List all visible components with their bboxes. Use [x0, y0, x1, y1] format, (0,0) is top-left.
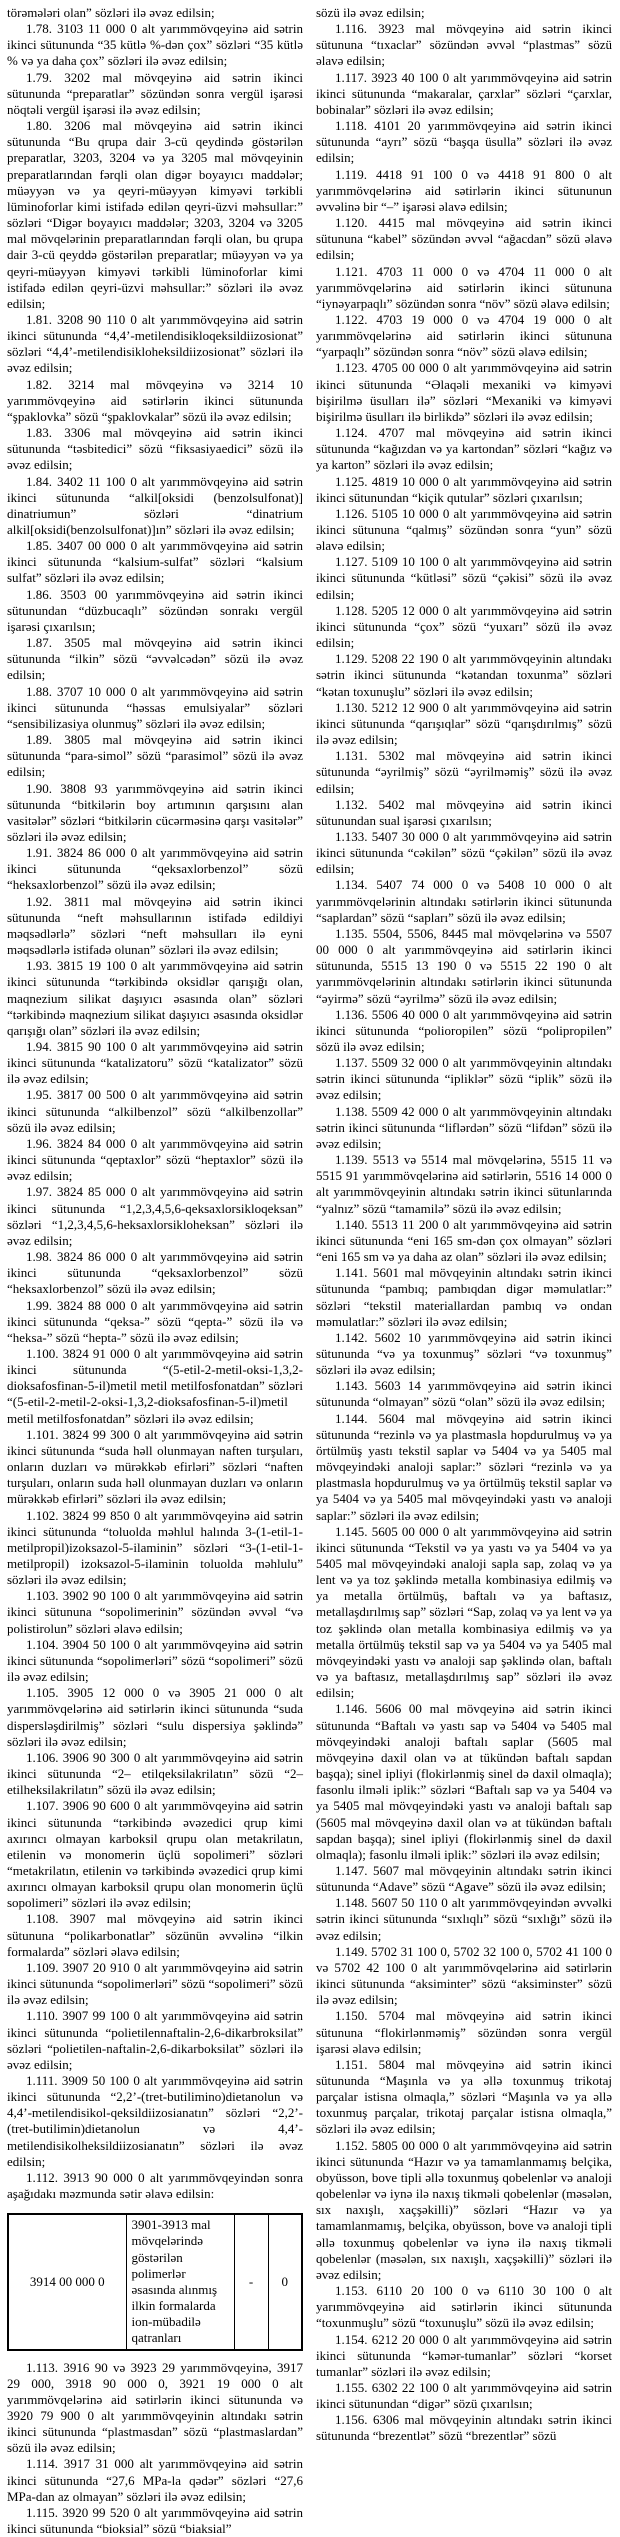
amendment-paragraph: 1.111. 3909 50 100 0 alt yarımmövqeyinə aid sətrin ikinci sütununda “2,2’-(tret-butilimino)dietanolun və 4,4’-metilendisikol-qeksildiizosianatın” sözləri “2,2’-(tret-butilimin)dietanolun və 4,4’-metilendisikolheksildiizosianatın” sözləri ilə əvəz edilsin;: [7, 2073, 303, 2170]
amendment-paragraph: 1.103. 3902 90 100 0 alt yarımmövqeyinə aid sətrin ikinci sütununa “sopolimerinin” sözündən əvvəl “və polistirolun” sözləri əlavə edilsin;: [7, 1588, 303, 1636]
text-column-right: [316, 5, 612, 2537]
amendment-paragraph: 1.110. 3907 99 100 0 alt yarımmövqeyinə aid sətrin ikinci sütununda “polietilennaftalin-2,6-dikarbroksilat” sözləri “polietilen-naftalin-2,6-dikarboksilat” sözləri ilə əvəz edilsin;: [7, 2008, 303, 2073]
amendment-paragraph: 1.89. 3805 mal mövqeyinə aid sətrin ikinci sütununda “para-simol” sözü “parasimol” sözü ilə əvəz edilsin;: [7, 732, 303, 780]
amendment-paragraph: 1.112. 3913 90 000 0 alt yarımmövqeyindən sonra aşağıdakı məzmunda sətir əlavə edilsin:: [7, 2170, 303, 2202]
amendment-paragraph: 1.156. 6306 mal mövqeyinin altındakı sətrin ikinci sütununda “brezentlət” sözü “brezentlər” sözü: [316, 2412, 612, 2444]
amendment-paragraph: 1.121. 4703 11 000 0 və 4704 11 000 0 alt yarımmövqelərinə aid sətirlərin ikinci sütununa “iynəyarpaqlı” sözündən sonra “növ” sözü əlavə edilsin;: [316, 264, 612, 312]
amendment-paragraph: 1.131. 5302 mal mövqeyinə aid sətrin ikinci sütununda “əyrilmiş” sözü “əyrilməmiş” sözü ilə əvəz edilsin;: [316, 748, 612, 796]
amendment-paragraph: 1.90. 3808 93 yarımmövqeyinə aid sətrin ikinci sütununda “bitkilərin boy artımının qarşısını alan vasitələr” sözləri “bitkilərin cücərməsinə qarşı vasitələr” sözləri ilə əvəz edilsin;: [7, 781, 303, 846]
amendment-paragraph: 1.128. 5205 12 000 0 alt yarımmövqeyinə aid sətrin ikinci sütununda “çox” sözü “yuxarı” sözü ilə əvəz edilsin;: [316, 603, 612, 651]
amendment-paragraph: 1.141. 5601 mal mövqeyinin altındakı sətrin ikinci sütununda “pambıq; pambıqdan digər məmulatlar:” sözləri “tekstil materiallardan pambıq və ondan məmulatlar:” sözləri ilə əvəz edilsin;: [316, 1265, 612, 1330]
amendment-paragraph: 1.148. 5607 50 110 0 alt yarımmövqeyindən əvvəlki sətrin ikinci sütununda “sıxlıqlı” sözü “sıxlığı” sözü ilə əvəz edilsin;: [316, 1895, 612, 1943]
amendment-paragraph: 1.126. 5105 10 000 0 alt yarımmövqeyinə aid sətrin ikinci sütununa “qalmış” sözündən sonra “yun” sözü əlavə edilsin;: [316, 506, 612, 554]
amendment-paragraph: 1.79. 3202 mal mövqeyinə aid sətrin ikinci sütununda “preparatlar” sözündən sonra vergül işarəsi nöqtəli vergül işarəsi ilə əvəz edilsin;: [7, 70, 303, 118]
amendment-paragraph: 1.88. 3707 10 000 0 alt yarımmövqeyinə aid sətrin ikinci sütununda “həssas emulsiyalar” sözləri “sensibilizasiya olunmuş” sözləri ilə əvəz edilsin;: [7, 684, 303, 732]
amendment-paragraph: 1.132. 5402 mal mövqeyinə aid sətrin ikinci sütunundan sual işarəsi çıxarılsın;: [316, 797, 612, 829]
amendment-paragraph: 1.107. 3906 90 600 0 alt yarımmövqeyinə aid sətrin ikinci sütununda “tərkibində əvəzedici qrup kimi axırıncı olmayan karboksil qrupu olan metakrilatın, etilenin və monomerin üçlü sopolimeri” sözləri “metakrilatın, etilenin və tərkibində əvəzedici qrup kimi axırıncı olmayan karboksil qrupu olan monomerin üçlü sopolimeri” sözləri ilə əvəz edilsin;: [7, 1798, 303, 1911]
amendment-paragraph: 1.142. 5602 10 yarımmövqeyinə aid sətrin ikinci sütununda “və ya toxunmuş” sözləri “və toxunmuş” sözləri ilə əvəz edilsin;: [316, 1330, 612, 1378]
amendment-paragraph: 1.96. 3824 84 000 0 alt yarımmövqeyinə aid sətrin ikinci sütununda “qeptaxlor” sözü “heptaxlor” sözü ilə əvəz edilsin;: [7, 1136, 303, 1184]
amendment-paragraph: 1.152. 5805 00 000 0 alt yarımmövqeyinə aid sətrin ikinci sütununda “Hazır və ya tamamlanmamış belçika, obyüsson, bove tipli əllə toxunmuş qobelenlər və analoji qobelenlər və iynə ilə naxış tikməli qobelenlər (məsələn, sıx naxışlı, xaçşəkilli)” sözləri “Hazır və ya tamamlanmamış, belçika, obyüsson, bove və analoji tipli əllə toxunmuş qobelenlər və iynə ilə naxış tikməli qobelenlər (məsələn, sıx naxışlı, xaçşəkilli)” sözləri ilə əvəz edilsin;: [316, 2138, 612, 2283]
paragraph-list-left-after-table: [7, 2360, 303, 2537]
amendment-paragraph: 1.123. 4705 00 000 0 alt yarımmövqeyinə aid sətrin ikinci sütununda “Əlaqəli mexaniki və kimyəvi bişirilmə üsulları ilə” sözləri “Mexaniki və kimyəvi bişirilmə üsulları ilə birlikdə” sözləri ilə əvəz edilsin;: [316, 360, 612, 425]
amendment-paragraph: 1.151. 5804 mal mövqeyinə aid sətrin ikinci sütununda “Maşınla və ya əllə toxunmuş trikotaj parçalar istisna olmaqla,” sözləri “Maşınla və ya əllə toxunmuş parçalar, trikotaj parçalar istisna olmaqla,” sözləri ilə əvəz edilsin;: [316, 2057, 612, 2138]
tariff-table-row: [8, 2214, 302, 2349]
amendment-paragraph: 1.100. 3824 91 000 0 alt yarımmövqeyinə aid sətrin ikinci sütununda “(5-etil-2-metil-oksi-1,3,2-dioksafosfinan-5-il)metil metil metilfosfonatdan” sözləri “(5-etil-2-metil-2-oksi-1,3,2-dioksafosfinan-5-il)metil metil metilfosfonatdan” sözləri ilə əvəz edilsin;: [7, 1346, 303, 1427]
amendment-paragraph: 1.124. 4707 mal mövqeyinə aid sətrin ikinci sütununda “kağızdan və ya kartondan” sözləri “kağız və ya karton” sözləri ilə əvəz edilsin;: [316, 425, 612, 473]
amendment-paragraph: 1.118. 4101 20 yarımmövqeyinə aid sətrin ikinci sütununda “ayrı” sözü “başqa üsulla” sözləri ilə əvəz edilsin;: [316, 118, 612, 166]
amendment-paragraph: 1.149. 5702 31 100 0, 5702 32 100 0, 5702 41 100 0 və 5702 42 100 0 alt yarımmövqelərinə aid sətirlərin ikinci sütununda “aksiminter” sözü “aksiminster” sözü ilə əvəz edilsin;: [316, 1944, 612, 2009]
amendment-paragraph: 1.95. 3817 00 500 0 alt yarımmövqeyinə aid sətrin ikinci sütununda “alkilbenzol” sözü “alkilbenzollar” sözü ilə əvəz edilsin;: [7, 1087, 303, 1135]
amendment-paragraph: 1.133. 5407 30 000 0 alt yarımmövqeyinə aid sətrin ikinci sütununda “cəkilən” sözü “çəkilən” sözü ilə əvəz edilsin;: [316, 829, 612, 877]
amendment-paragraph: 1.108. 3907 mal mövqeyinə aid sətrin ikinci sütununa “polikarbonatlar” sözünün əvvəlinə “ilkin formalarda” sözləri əlavə edilsin;: [7, 1911, 303, 1959]
amendment-paragraph: 1.94. 3815 90 100 0 alt yarımmövqeyinə aid sətrin ikinci sütununda “katalizatoru” sözü “katalizator” sözü ilə əvəz edilsin;: [7, 1039, 303, 1087]
amendment-paragraph: 1.102. 3824 99 850 0 alt yarımmövqeyinə aid sətrin ikinci sütununda “toluolda məhlul halında 3-(1-etil-1-metilpropil)izoksazol-5-ilaminin” sözləri “3-(1-etil-1-metilpropil) izoksazol-5-ilaminin toluolda məhlulu” sözləri ilə əvəz edilsin;: [7, 1508, 303, 1589]
amendment-paragraph: 1.81. 3208 90 110 0 alt yarımmövqeyinə aid sətrin ikinci sütununda “4,4’-metilendisikloqeksildiizosionat” sözləri “4,4’-metilendisikloheksildiizosionat” sözləri ilə əvəz edilsin;: [7, 312, 303, 377]
amendment-paragraph: 1.127. 5109 10 100 0 alt yarımmövqeyinə aid sətrin ikinci sütununda “kütləsi” sözü “çəkisi” sözü ilə əvəz edilsin;: [316, 554, 612, 602]
amendment-paragraph: 1.138. 5509 42 000 0 alt yarımmövqeyinin altındakı sətrin ikinci sütununda “liflərdən” sözü “lifdən” sözü ilə əvəz edilsin;: [316, 1104, 612, 1152]
amendment-paragraph: 1.154. 6212 20 000 0 alt yarımmövqeyinə aid sətrin ikinci sütununda “kəmər-tumanlar” sözləri “korset tumanlar” sözləri ilə əvəz edilsin;: [316, 2332, 612, 2380]
amendment-paragraph: 1.83. 3306 mal mövqeyinə aid sətrin ikinci sütununda “təsbitedici” sözü “fiksasiyaedici” sözü ilə əvəz edilsin;: [7, 425, 303, 473]
amendment-paragraph: 1.98. 3824 86 000 0 alt yarımmövqeyinə aid sətrin ikinci sütununda “qeksaxlorbenzol” sözü “heksaxlorbenzol” sözü ilə əvəz edilsin;: [7, 1249, 303, 1297]
amendment-paragraph: 1.80. 3206 mal mövqeyinə aid sətrin ikinci sütununda “Bu qrupa dair 3-cü qeydində göstərilən preparatlar, 3203, 3204 və ya 3205 mal mövqeyinin preparatlarından fərqli olan digər boyayıcı maddələr; müəyyən və ya qeyri-müəyyən kimyəvi tərkibli lüminoforlar kimi istifadə edilən qeyri-üzvi məhsullar:” sözləri “Digər boyayıcı maddələr; 3203, 3204 və 3205 mal mövqelərinin preparatlarından fərqli olan, bu qrupa dair 3-cü qeyddə göstərilən preparatlar; müəyyən və ya qeyri-müəyyən kimyəvi tərkibli lüminoforlar kimi istifadə edilən qeyri-üzvi məhsullar:” sözləri ilə əvəz edilsin;: [7, 118, 303, 312]
text-column-left: [7, 5, 303, 2537]
amendment-paragraph: törəmələri olan” sözləri ilə əvəz edilsin;: [7, 5, 303, 21]
amendment-paragraph: 1.106. 3906 90 300 0 alt yarımmövqeyinə aid sətrin ikinci sütununda “2– etilqeksilakrilatın” sözü “2– etilheksilakrilatın” sözü ilə əvəz edilsin;: [7, 1750, 303, 1798]
amendment-paragraph: 1.115. 3920 99 520 0 alt yarımmövqeyinə aid sətrin ikinci sütununda “bioksial” sözü “biaksial”: [7, 2505, 303, 2537]
amendment-paragraph: 1.85. 3407 00 000 0 alt yarımmövqeyinə aid sətrin ikinci sütununda “kalsium-sulfat” sözləri “kalsium sulfat” sözləri ilə əvəz edilsin;: [7, 538, 303, 586]
tariff-rate-cell: 0: [268, 2214, 302, 2349]
amendment-paragraph: sözü ilə əvəz edilsin;: [316, 5, 612, 21]
tariff-table: [7, 2213, 303, 2350]
tariff-unit-cell: -: [234, 2214, 268, 2349]
amendment-paragraph: 1.117. 3923 40 100 0 alt yarımmövqeyinə aid sətrin ikinci sütununda “makaralar, çarxlar” sözləri “çarxlar, bobinalar” sözləri ilə əvəz edilsin;: [316, 70, 612, 118]
amendment-paragraph: 1.113. 3916 90 və 3923 29 yarımmövqeyinə, 3917 29 000, 3918 90 000 0, 3921 19 000 0 alt yarımmövqelərinə aid sətirlərin ikinci sütununda və 3920 79 900 0 alt yarımmövqeyinin altındakı sətrin ikinci sütununda “plastmasdan” sözü “plastmaslardan” sözü ilə əvəz edilsin;: [7, 2360, 303, 2457]
amendment-paragraph: 1.130. 5212 12 900 0 alt yarımmövqeyinə aid sətrin ikinci sütununda “qarışıqlar” sözü “qarışdırılmış” sözü ilə əvəz edilsin;: [316, 700, 612, 748]
amendment-paragraph: 1.116. 3923 mal mövqeyinə aid sətrin ikinci sütununa “tıxaclar” sözündən əvvəl “plastmas” sözü əlavə edilsin;: [316, 21, 612, 69]
amendment-paragraph: 1.136. 5506 40 000 0 alt yarımmövqeyinə aid sətrin ikinci sütununda “polioropilen” sözü “polipropilen” sözü ilə əvəz edilsin;: [316, 1007, 612, 1055]
amendment-paragraph: 1.104. 3904 50 100 0 alt yarımmövqeyinə aid sətrin ikinci sütununda “sopolimerləri” sözü “sopolimeri” sözü ilə əvəz edilsin;: [7, 1637, 303, 1685]
amendment-paragraph: 1.153. 6110 20 100 0 və 6110 30 100 0 alt yarımmövqeyinə aid sətirlərin ikinci sütununda “toxunmuşlu” sözü “toxunuşlu” sözü ilə əvəz edilsin;: [316, 2283, 612, 2331]
amendment-paragraph: 1.147. 5607 mal mövqeyinin altındakı sətrin ikinci sütununda “Adave” sözü “Agave” sözü ilə əvəz edilsin;: [316, 1863, 612, 1895]
amendment-paragraph: 1.97. 3824 85 000 0 alt yarımmövqeyinə aid sətrin ikinci sütununda “1,2,3,4,5,6-qeksaxlorsikloqeksan” sözləri “1,2,3,4,5,6-heksaxlorsikloheksan” sözləri ilə əvəz edilsin;: [7, 1184, 303, 1249]
paragraph-list-right: [316, 5, 612, 2445]
amendment-paragraph: 1.119. 4418 91 100 0 və 4418 91 800 0 alt yarımmövqelərinə aid sətirlərin ikinci sütununun əvvəlinə bir “–” işarəsi əlavə edilsin;: [316, 167, 612, 215]
amendment-paragraph: 1.120. 4415 mal mövqeyinə aid sətrin ikinci sütununa “kabel” sözündən əvvəl “ağacdan” sözü əlavə edilsin;: [316, 215, 612, 263]
amendment-paragraph: 1.92. 3811 mal mövqeyinə aid sətrin ikinci sütununda “neft məhsullarının istifadə edildiyi məqsədlərlə” sözləri “neft məhsulları ilə eyni məqsədlərlə istifadə olunan” sözləri ilə əvəz edilsin;: [7, 894, 303, 959]
tariff-table-body: [8, 2214, 302, 2349]
amendment-paragraph: 1.140. 5513 11 200 0 alt yarımmövqeyinə aid sətrin ikinci sütununda “eni 165 sm-dən çox olmayan” sözləri “eni 165 sm və ya daha az olan” sözləri ilə əvəz edilsin;: [316, 1217, 612, 1265]
amendment-paragraph: 1.144. 5604 mal mövqeyinə aid sətrin ikinci sütununda “rezinlə və ya plastmasla hopdurulmuş və ya örtülmüş yastı tekstil saplar və 5404 və ya 5405 mal mövqeyindəki analoji saplar:” sözləri “rezinlə və ya plastmasla hopdurulmuş və ya örtülmüş tekstil saplar və ya 5404 və ya 5405 mal mövqeyindəki yastı və analoji saplar:” sözləri ilə əvəz edilsin;: [316, 1411, 612, 1524]
amendment-paragraph: 1.109. 3907 20 910 0 alt yarımmövqeyinə aid sətrin ikinci sütununda “sopolimerləri” sözü “sopolimeri” sözü ilə əvəz edilsin;: [7, 1960, 303, 2008]
amendment-paragraph: 1.86. 3503 00 yarımmövqeyinə aid sətrin ikinci sütunundan “düzbucaqlı” sözündən sonrakı vergül işarəsi çıxarılsın;: [7, 587, 303, 635]
amendment-paragraph: 1.139. 5513 və 5514 mal mövqelərinə, 5515 11 və 5515 91 yarımmövqelərinə aid sətirlərin, 5516 14 000 0 alt yarımmövqeyinin altındakı sətrin ikinci sütunlarında “yalnız” sözü “tamamilə” sözü ilə əvəz edilsin;: [316, 1152, 612, 1217]
amendment-paragraph: 1.146. 5606 00 mal mövqeyinə aid sətrin ikinci sütununda “Baftalı və yastı sap və 5404 və 5405 mal mövqeyindəki analoji baftalı saplar (5605 mal mövqeyinə daxil olan və at tükündən baftalı sapdan başqa); sinel ipliyi (flokirlənmiş sinel də daxil olmaqla); fasonlu ilməli iplik:” sözləri “Baftalı sap və ya 5404 və ya 5405 mal mövqeyindəki yastı və analoji baftalı sap (5605 mal mövqeyinə daxil olan və at tükündən baftalı sapdan başqa); sinel ipliyi (flokirlənmiş sinel də daxil olmaqla); fasonlu ilməli iplik:” sözləri ilə əvəz edilsin;: [316, 1701, 612, 1863]
paragraph-list-left-before-table: [7, 5, 303, 2202]
tariff-description-cell: 3901-3913 mal mövqelərində göstərilən polimerlər əsasında alınmış ilkin formalarda ion-mübadilə qatranları: [126, 2214, 234, 2349]
amendment-paragraph: 1.134. 5407 74 000 0 və 5408 10 000 0 alt yarımmövqelərinin altındakı sətirlərin ikinci sütununda “saplardan” sözü “sapları” sözü ilə əvəz edilsin;: [316, 877, 612, 925]
amendment-paragraph: 1.105. 3905 12 000 0 və 3905 21 000 0 alt yarımmövqelərinə aid sətirlərin ikinci sütununda “suda dispersləşdirilmiş” sözləri “sulu dispersiya şəklində” sözləri ilə əvəz edilsin;: [7, 1685, 303, 1750]
amendment-paragraph: 1.150. 5704 mal mövqeyinə aid sətrin ikinci sütununa “flokirlənməmiş” sözündən sonra vergül işarəsi əlavə edilsin;: [316, 2008, 612, 2056]
amendment-paragraph: 1.84. 3402 11 100 0 alt yarımmövqeyinə aid sətrin ikinci sütununda “alkil[oksidi (benzolsulfonat)] dinatriumun” sözləri “dinatrium alkil[oksidi(benzolsulfonat)]ın” sözləri ilə əvəz edilsin;: [7, 474, 303, 539]
amendment-paragraph: 1.101. 3824 99 300 0 alt yarımmövqeyinə aid sətrin ikinci sütununda “suda həll olunmayan naften turşuları, onların duzları və mürəkkəb efirləri” sözləri “naften turşuları, onların suda həll olunmayan duzları və onların mürəkkəb efirləri” sözləri ilə əvəz edilsin;: [7, 1427, 303, 1508]
amendment-paragraph: 1.78. 3103 11 000 0 alt yarımmövqeyinə aid sətrin ikinci sütununda “35 kütlə %-dən çox” sözləri “35 kütlə % və ya daha çox” sözləri ilə əvəz edilsin;: [7, 21, 303, 69]
amendment-paragraph: 1.93. 3815 19 100 0 alt yarımmövqeyinə aid sətrin ikinci sütununda “tərkibində oksidlər qarışığı olan, maqnezium silikat daşıyıcı əsasında olan” sözləri “tərkibində maqnezium silikat daşıyıcı əsasında oksidlər qarışığı olan” sözləri ilə əvəz edilsin;: [7, 958, 303, 1039]
amendment-paragraph: 1.114. 3917 31 000 alt yarımmövqeyinə aid sətrin ikinci sütununda “27,6 MPa-la qədər” sözləri “27,6 MPa-dan az olmayan” sözləri ilə əvəz edilsin;: [7, 2456, 303, 2504]
amendment-paragraph: 1.135. 5504, 5506, 8445 mal mövqelərinə və 5507 00 000 0 alt yarımmövqeyinə aid sətirlərin ikinci sütununda, 5515 13 190 0 və 5515 22 190 0 alt yarımmövqelərinin altındakı sətirlərin ikinci sütununda “əyirmə” sözü “əyrilmə” sözü ilə əvəz edilsin;: [316, 926, 612, 1007]
amendment-paragraph: 1.91. 3824 86 000 0 alt yarımmövqeyinə aid sətrin ikinci sütununda “qeksaxlorbenzol” sözü “heksaxlorbenzol” sözü ilə əvəz edilsin;: [7, 845, 303, 893]
amendment-paragraph: 1.125. 4819 10 000 0 alt yarımmövqeyinə aid sətrin ikinci sütunundan “kiçik qutular” sözləri çıxarılsın;: [316, 474, 612, 506]
amendment-paragraph: 1.145. 5605 00 000 0 alt yarımmövqeyinə aid sətrin ikinci sütununda “Tekstil və ya yastı və ya 5404 və ya 5405 mal mövqeyindəki analoji sapla sap, zolaq və ya lent və ya toz şəklində metalla kombinasiya edilmiş və ya metalla örtülmüş, baftalı və ya baftasız, metallaşdırılmış sap” sözləri “Sap, zolaq və ya lent və ya toz şəklində olan metalla kombinasiya edilmiş və ya metalla örtülmüş tekstil sap və ya 5404 və ya 5405 mal mövqeyindəki yastı və analoji sap şəklində olan, baftalı və ya baftasız, metallaşdırılmış sap” sözləri ilə əvəz edilsin;: [316, 1524, 612, 1702]
amendment-paragraph: 1.99. 3824 88 000 0 alt yarımmövqeyinə aid sətrin ikinci sütununda “qeksa-” sözü “qepta-” sözü ilə və “heksa-” sözü “hepta-” sözü ilə əvəz edilsin;: [7, 1298, 303, 1346]
amendment-paragraph: 1.155. 6302 22 100 0 alt yarımmövqeyinə aid sətrin ikinci sütunundan “digər” sözü çıxarılsın;: [316, 2380, 612, 2412]
amendment-paragraph: 1.129. 5208 22 190 0 alt yarımmövqeyinin altındakı sətrin ikinci sütununda “kətandan toxunma” sözləri “kətan toxunuşlu” sözləri ilə əvəz edilsin;: [316, 651, 612, 699]
amendment-paragraph: 1.137. 5509 32 000 0 alt yarımmövqeyinin altındakı sətrin ikinci sütununda “ipliklər” sözü “iplik” sözü ilə əvəz edilsin;: [316, 1055, 612, 1103]
amendment-paragraph: 1.87. 3505 mal mövqeyinə aid sətrin ikinci sütununda “ilkin” sözü “əvvəlcədən” sözü ilə əvəz edilsin;: [7, 635, 303, 683]
amendment-paragraph: 1.122. 4703 19 000 0 və 4704 19 000 0 alt yarımmövqelərinə aid sətirlərin ikinci sütununa “yarpaqlı” sözündən sonra “növ” sözü əlavə edilsin;: [316, 312, 612, 360]
tariff-code-cell: 3914 00 000 0: [8, 2214, 126, 2349]
amendment-paragraph: 1.143. 5603 14 yarımmövqeyinə aid sətrin ikinci sütununda “olmayan” sözü “olan” sözü ilə əvəz edilsin;: [316, 1378, 612, 1410]
amendment-paragraph: 1.82. 3214 mal mövqeyinə və 3214 10 yarımmövqeyinə aid sətirlərin ikinci sütununda “şpaklovka” sözü “şpaklovkalar” sözü ilə əvəz edilsin;: [7, 377, 303, 425]
